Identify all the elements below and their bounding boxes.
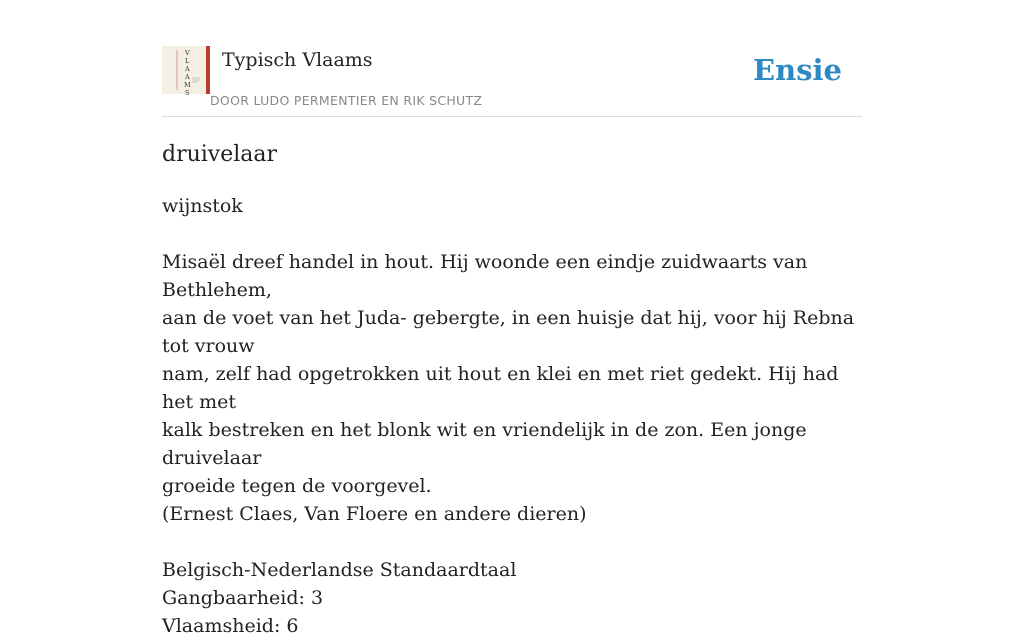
ensie-logo[interactable]: Ensie (753, 53, 842, 87)
entry-content (162, 192, 867, 640)
book-header (162, 46, 862, 117)
standard-language-label: Belgisch-Nederlandse Standaardtaal (162, 559, 517, 581)
quote-line: aan de voet van het Juda- gebergte, in een huisje dat hij, voor hij Rebna tot vrouw (162, 307, 855, 357)
quote-line: kalk bestreken en het blonk wit en vriendelijk in de zon. Een jonge druivelaar (162, 419, 807, 469)
vlaamsheid-rating: Vlaamsheid: 6 (162, 615, 299, 637)
cover-letter-6: S (185, 89, 190, 97)
quote-line: Misaël dreef handel in hout. Hij woonde een eindje zuidwaarts van Bethlehem, (162, 251, 808, 301)
quote-source: (Ernest Claes, Van Floere en andere dieren) (162, 503, 587, 525)
spacer (162, 220, 867, 248)
gangbaarheid-rating: Gangbaarheid: 3 (162, 587, 324, 609)
cover-letter-3: A (185, 65, 190, 73)
cover-letter-2: L (185, 57, 190, 65)
entry-definition: wijnstok (162, 195, 243, 217)
cover-letter-5: M (184, 81, 191, 89)
cover-letter-1: V (185, 49, 190, 57)
quote-line: nam, zelf had opgetrokken uit hout en klei en met riet gedekt. Hij had het met (162, 363, 839, 413)
entry-term: druivelaar (162, 142, 278, 167)
book-authors: DOOR LUDO PERMENTIER EN RIK SCHUTZ (210, 93, 483, 108)
book-cover-avatar[interactable] (162, 46, 210, 97)
spacer (162, 528, 867, 556)
cover-letter-4: A (185, 73, 190, 81)
book-cover-icon (162, 46, 210, 97)
quote-line: groeide tegen de voorgevel. (162, 475, 432, 497)
book-title[interactable]: Typisch Vlaams (222, 49, 373, 71)
